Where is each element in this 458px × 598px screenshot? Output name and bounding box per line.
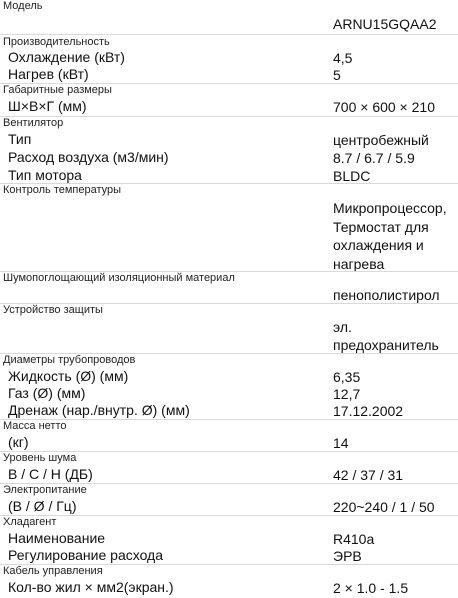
motor-label: Тип мотора <box>8 167 82 183</box>
airflow-value: 8.7 / 6.7 / 5.9 <box>333 150 415 166</box>
dimensions-label: Ш×В×Г (мм) <box>8 98 87 114</box>
fan-type-label: Тип <box>8 131 32 147</box>
drain-pipe-label: Дренаж (нар./внутр. Ø) (мм) <box>8 402 190 418</box>
cable-title: Кабель управления <box>3 565 103 577</box>
performance-title: Производительность <box>3 36 110 48</box>
temperature-control-title: Контроль температуры <box>3 184 122 196</box>
noise-label: В / С / Н (ДБ) <box>8 466 93 482</box>
cable-label: Кол-во жил × мм2(экран.) <box>8 579 174 595</box>
flow-control-label: Регулирование расхода <box>8 547 164 563</box>
airflow-label: Расход воздуха (м3/мин) <box>8 149 169 165</box>
temperature-control-value-line2: Термостат для <box>333 219 429 235</box>
net-weight-title: Масса нетто <box>3 420 67 432</box>
refrigerant-name-label: Наименование <box>8 530 106 546</box>
dimensions-value: 700 × 600 × 210 <box>333 99 435 115</box>
flow-control-value: ЭРВ <box>333 548 362 564</box>
heating-label: Нагрев (кВт) <box>8 66 89 82</box>
cooling-value: 4,5 <box>333 50 353 66</box>
temperature-control-value-line1: Микропроцессор, <box>333 200 447 216</box>
power-title: Электропитание <box>3 484 87 496</box>
insulation-value: пенополистирол <box>333 287 440 303</box>
pipe-diameters-title: Диаметры трубопроводов <box>3 354 136 366</box>
drain-pipe-value: 17.12.2002 <box>333 403 404 419</box>
power-label: (В / Ø / Гц) <box>8 498 77 514</box>
net-weight-label: (кг) <box>8 434 29 450</box>
model-value: ARNU15GQAA2 <box>333 16 437 32</box>
cooling-label: Охлаждение (кВт) <box>8 49 125 65</box>
net-weight-value: 14 <box>333 435 349 451</box>
refrigerant-name-value: R410a <box>333 531 375 547</box>
temperature-control-value-line4: нагрева <box>333 256 385 272</box>
model-label: Модель <box>3 0 43 12</box>
protection-value-line1: эл. <box>333 319 352 335</box>
refrigerant-title: Хладагент <box>3 516 57 528</box>
noise-title: Уровень шума <box>3 452 77 464</box>
motor-value: BLDC <box>333 168 371 184</box>
cable-value: 2 × 1.0 - 1.5 <box>333 580 409 596</box>
divider <box>0 419 458 420</box>
liquid-pipe-value: 6,35 <box>333 369 361 385</box>
noise-value: 42 / 37 / 31 <box>333 467 404 483</box>
heating-value: 5 <box>333 67 341 83</box>
temperature-control-value-line3: охлаждения и <box>333 237 424 253</box>
liquid-pipe-label: Жидкость (Ø) (мм) <box>8 368 129 384</box>
insulation-title: Шумопоглощающий изоляционный материал <box>3 272 235 284</box>
power-value: 220~240 / 1 / 50 <box>333 499 435 515</box>
gas-pipe-label: Газ (Ø) (мм) <box>8 385 86 401</box>
fan-title: Вентилятор <box>3 117 64 129</box>
protection-value-line2: предохранитель <box>333 337 439 353</box>
divider <box>0 515 458 516</box>
divider <box>0 116 458 117</box>
divider <box>0 34 458 35</box>
dimensions-title: Габаритные размеры <box>3 84 112 96</box>
gas-pipe-value: 12,7 <box>333 386 361 402</box>
protection-title: Устройство защиты <box>3 304 103 316</box>
fan-type-value: центробежный <box>333 132 429 148</box>
